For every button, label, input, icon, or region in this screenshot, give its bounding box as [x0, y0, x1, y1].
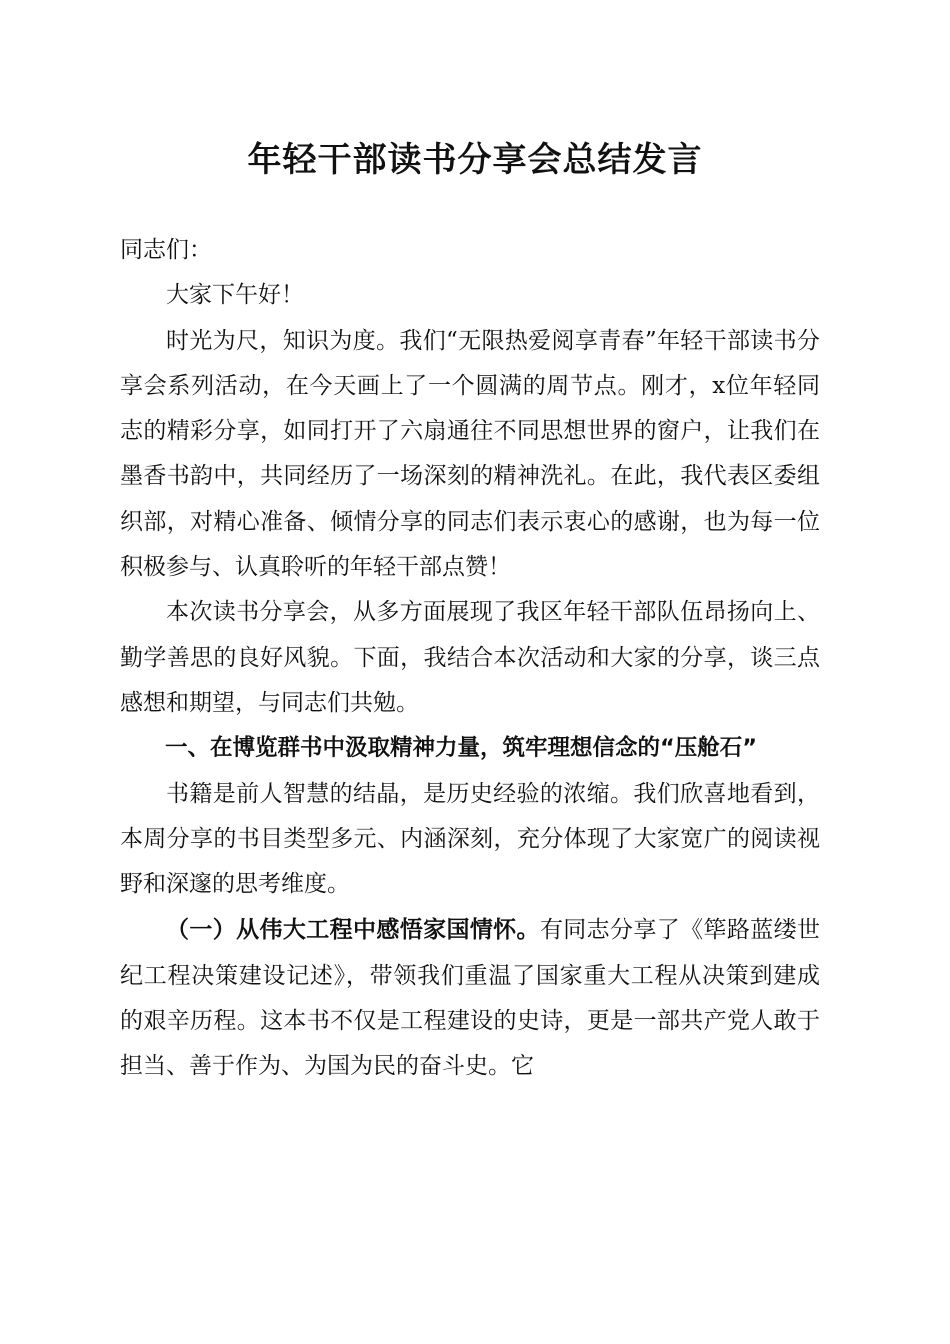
- salutation: 同志们：: [120, 237, 212, 263]
- document-title: 年轻干部读书分享会总结发言: [247, 140, 703, 180]
- paragraph-opening: 时光为尺，知识为度。我们“无限热爱阅享青春”年轻干部读书分享会系列活动，在今天画上了一个圆满的周节点。刚才，x位年轻同志的精彩分享，如同打开了六扇通往不同思想世界的窗户，让我们在墨香书韵中，共同经历了一场深刻的精神洗礼。在此，我代表区委组织部，对精心准备、倾情分享的同志们表示衷心的感谢，也为每一位积极参与、认真聆听的年轻干部点赞！: [120, 327, 820, 581]
- subsection-1-paragraph: [120, 907, 820, 1089]
- document-body: [120, 228, 820, 1090]
- paragraph-overview: 本次读书分享会，从多方面展现了我区年轻干部队伍昂扬向上、勤学善思的良好风貌。下面，我结合本次活动和大家的分享，谈三点感想和期望，与同志们共勉。: [120, 599, 820, 716]
- subsection-1-text: 有同志分享了《筚路蓝缕世纪工程决策建设记述》，带领我们重温了国家重大工程从决策到建成的艰辛历程。这本书不仅是工程建设的史诗，更是一部共产党人敢于担当、善于作为、为国为民的奋斗史。它: [120, 917, 821, 1080]
- subsection-1-lead: （一）从伟大工程中感悟家国情怀。: [166, 916, 540, 944]
- paragraph-section-1-intro: 书籍是前人智慧的结晶，是历史经验的浓缩。我们欣喜地看到，本周分享的书目类型多元、内涵深刻，充分体现了大家宽广的阅读视野和深邃的思考维度。: [120, 780, 820, 898]
- section-heading-1: 一、在博览群书中汲取精神力量，筑牢理想信念的“压舱石”: [165, 735, 758, 762]
- greeting: 大家下午好！: [166, 282, 304, 309]
